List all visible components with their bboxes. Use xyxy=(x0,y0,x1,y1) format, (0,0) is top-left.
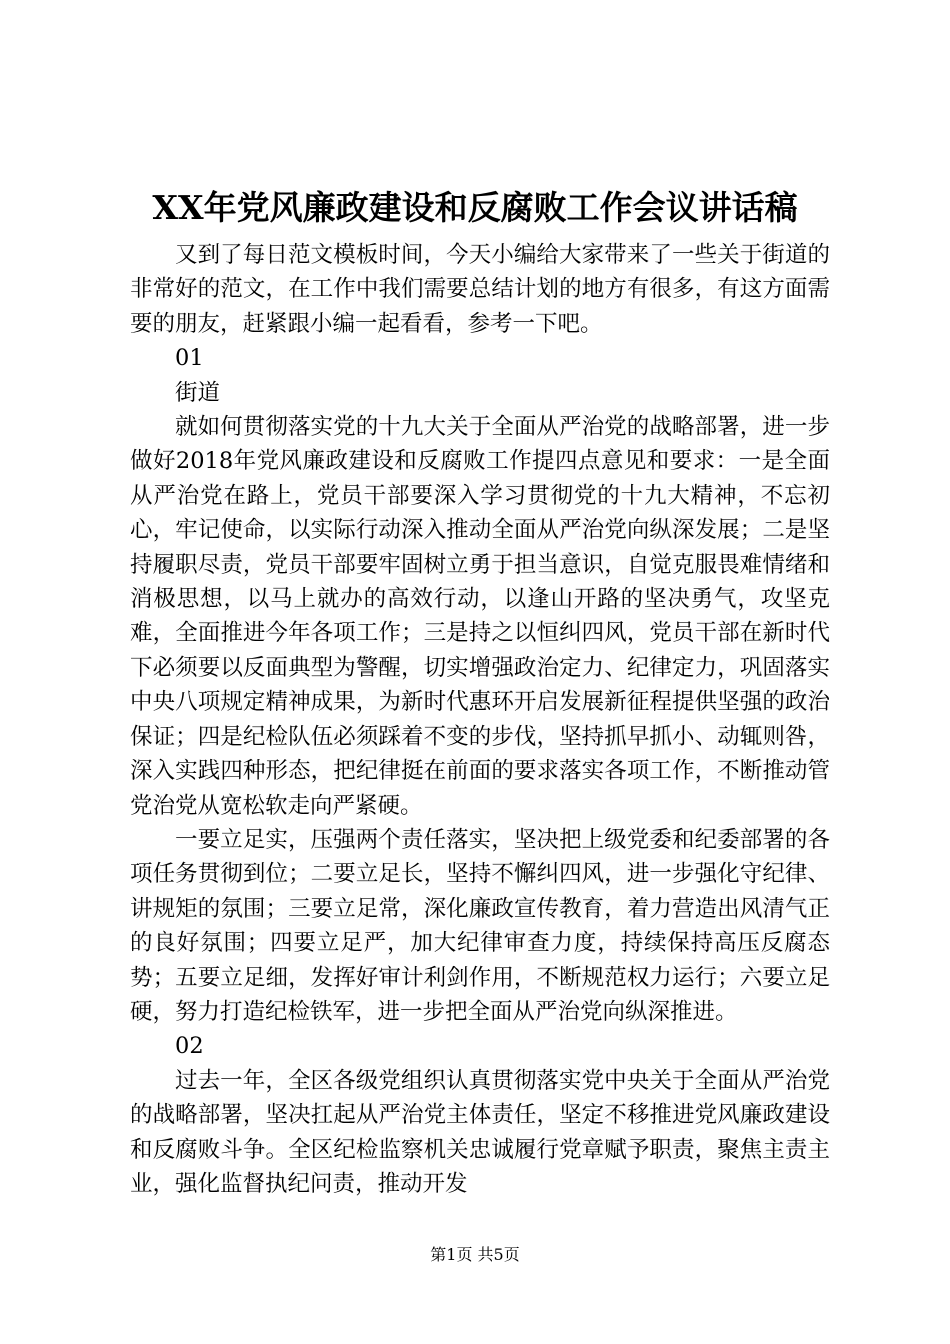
body-paragraph: 过去一年，全区各级党组织认真贯彻落实党中央关于全面从严治党的战略部署，坚决扛起从严治党主体责任，坚定不移推进党风廉政建设和反腐败斗争。全区纪检监察机关忠诚履行党章赋予职责，聚焦主责主业，强化监督执纪问责，推动开发 xyxy=(130,1067,830,1197)
body-paragraph: 一要立足实，压强两个责任落实，坚决把上级党委和纪委部署的各项任务贯彻到位；二要立足长，坚持不懈纠四风，进一步强化守纪律、讲规矩的氛围；三要立足常，深化廉政宣传教育，着力营造出风清气正的良好氛围；四要立足严，加大纪律审查力度，持续保持高压反腐态势；五要立足细，发挥好审计利剑作用，不断规范权力运行；六要立足硬，努力打造纪检铁军，进一步把全面从严治党向纵深推进。 xyxy=(130,826,830,1025)
intro-paragraph: 又到了每日范文模板时间，今天小编给大家带来了一些关于街道的非常好的范文，在工作中我们需要总结计划的地方有很多，有这方面需要的朋友，赶紧跟小编一起看看，参考一下吧。 xyxy=(130,242,830,337)
document-body xyxy=(130,238,830,1201)
section-number-01: 01 xyxy=(175,345,204,372)
section-heading: 街道 xyxy=(175,379,221,406)
page-footer: 第1页 共5页 xyxy=(430,1245,520,1264)
body-paragraph: 就如何贯彻落实党的十九大关于全面从严治党的战略部署，进一步做好2018年党风廉政建设和反腐败工作提四点意见和要求：一是全面从严治党在路上，党员干部要深入学习贯彻党的十九大精神，不忘初心，牢记使命，以实际行动深入推动全面从严治党向纵深发展；二是坚持履职尽责，党员干部要牢固树立勇于担当意识，自觉克服畏难情绪和消极思想，以马上就办的高效行动，以逢山开路的坚决勇气，攻坚克难，全面推进今年各项工作；三是持之以恒纠四风，党员干部在新时代下必须要以反面典型为警醒，切实增强政治定力、纪律定力，巩固落实中央八项规定精神成果，为新时代惠环开启发展新征程提供坚强的政治保证；四是纪检队伍必须踩着不变的步伐，坚持抓早抓小、动辄则咎，深入实践四种形态，把纪律挺在前面的要求落实各项工作，不断推动管党治党从宽松软走向严紧硬。 xyxy=(130,414,830,819)
section-number-02: 02 xyxy=(175,1033,204,1060)
document-title: XX年党风廉政建设和反腐败工作会议讲话稿 xyxy=(152,188,798,227)
